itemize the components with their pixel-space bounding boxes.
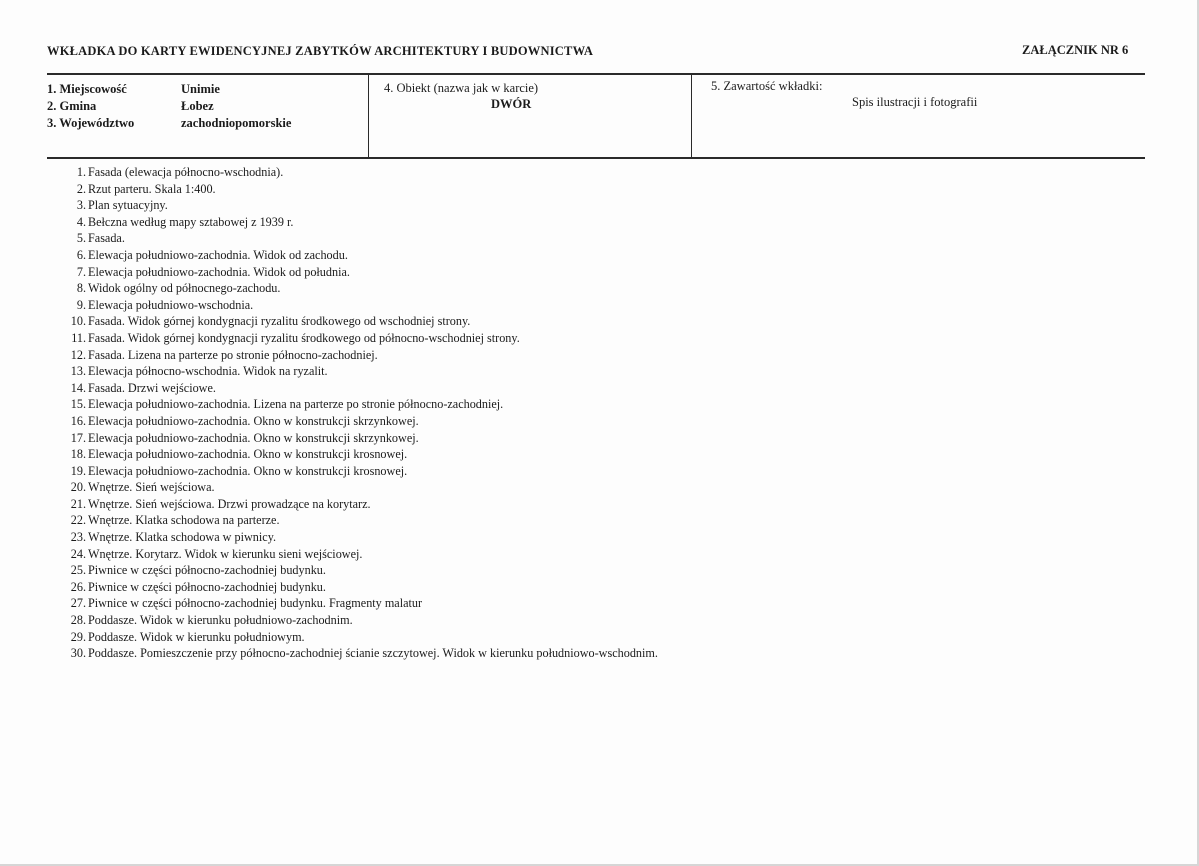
- list-item-text: Elewacja południowo-zachodnia. Okno w konstrukcji skrzynkowej.: [88, 430, 419, 445]
- list-item-number: 19.: [70, 463, 86, 478]
- list-item-number: 30.: [70, 646, 86, 661]
- list-item-number: 4.: [76, 214, 86, 229]
- list-item: [58, 396, 658, 413]
- list-item: [58, 562, 658, 579]
- list-item: [58, 546, 658, 563]
- object-section: [384, 80, 684, 111]
- list-item-number: 27.: [70, 596, 86, 611]
- list-item-number: 21.: [70, 496, 86, 511]
- list-item-number: 5.: [76, 231, 86, 246]
- list-item-number: 3.: [76, 198, 86, 213]
- list-item-number: 7.: [76, 264, 86, 279]
- location-label: 1. Miejscowość: [47, 82, 127, 96]
- table-bottom-rule: [47, 157, 1145, 159]
- table-top-rule: [47, 73, 1145, 75]
- list-item-number: 25.: [70, 563, 86, 578]
- list-item-text: Elewacja południowo-wschodnia.: [88, 297, 254, 312]
- column-divider: [691, 74, 692, 158]
- list-item-number: 29.: [70, 629, 86, 644]
- list-item: [58, 264, 658, 281]
- location-label: 2. Gmina: [47, 99, 97, 113]
- list-item: [58, 645, 658, 662]
- list-item-text: Elewacja południowo-zachodnia. Okno w konstrukcji krosnowej.: [88, 447, 408, 462]
- list-item-text: Elewacja południowo-zachodnia. Okno w konstrukcji krosnowej.: [88, 463, 408, 478]
- list-item-text: Plan sytuacyjny.: [88, 198, 168, 213]
- list-item-number: 6.: [76, 247, 86, 262]
- object-name: DWÓR: [491, 97, 532, 111]
- list-item-text: Fasada.: [88, 231, 125, 246]
- list-item-number: 8.: [76, 281, 86, 296]
- list-item-number: 16.: [70, 413, 86, 428]
- list-item-number: 15.: [70, 397, 86, 412]
- location-row: [47, 81, 291, 98]
- list-item: [58, 430, 658, 447]
- location-row: [47, 98, 291, 115]
- object-label: 4. Obiekt (nazwa jak w karcie): [384, 81, 539, 95]
- annex-number: ZAŁĄCZNIK NR 6: [1022, 43, 1129, 57]
- list-item-number: 2.: [76, 181, 86, 196]
- list-item: [58, 330, 658, 347]
- list-item: [58, 197, 658, 214]
- list-item-text: Fasada. Lizena na parterze po stronie północno-zachodniej.: [88, 347, 378, 362]
- list-item: [58, 579, 658, 596]
- list-item: [58, 529, 658, 546]
- list-item: [58, 363, 658, 380]
- list-item: [58, 164, 658, 181]
- list-item-number: 1.: [76, 165, 86, 179]
- list-item-text: Poddasze. Widok w kierunku południowo-zachodnim.: [88, 613, 353, 628]
- list-item: [58, 313, 658, 330]
- list-item-number: 12.: [70, 347, 86, 362]
- list-item-number: 18.: [70, 447, 86, 462]
- list-item: [58, 247, 658, 264]
- list-item-text: Wnętrze. Sień wejściowa.: [88, 480, 215, 495]
- location-row: [47, 115, 291, 132]
- list-item-text: Piwnice w części północno-zachodniej budynku.: [88, 579, 326, 594]
- list-item: [58, 629, 658, 646]
- list-item: [58, 214, 658, 231]
- list-item: [58, 181, 658, 198]
- list-item: [58, 496, 658, 513]
- list-item-text: Wnętrze. Korytarz. Widok w kierunku sieni wejściowej.: [88, 546, 363, 561]
- location-value: Łobez: [181, 99, 214, 113]
- document-title: WKŁADKA DO KARTY EWIDENCYJNEJ ZABYTKÓW ARCHITEKTURY I BUDOWNICTWA: [47, 44, 594, 58]
- list-item: [58, 347, 658, 364]
- contents-label: 5. Zawartość wkładki:: [711, 79, 823, 93]
- list-item: [58, 446, 658, 463]
- list-item-text: Widok ogólny od północnego-zachodu.: [88, 281, 281, 296]
- list-item: [58, 297, 658, 314]
- list-item: [58, 380, 658, 397]
- list-item-text: Fasada. Drzwi wejściowe.: [88, 380, 216, 395]
- list-item: [58, 595, 658, 612]
- list-item-number: 13.: [70, 364, 86, 379]
- list-item-text: Poddasze. Pomieszczenie przy północno-zachodniej ścianie szczytowej. Widok w kierunku południowo-wschodnim.: [88, 646, 658, 661]
- list-item: [58, 463, 658, 480]
- list-item-text: Wnętrze. Klatka schodowa na parterze.: [88, 513, 280, 528]
- list-item: [58, 612, 658, 629]
- list-item-text: Elewacja południowo-zachodnia. Lizena na parterze po stronie północno-zachodniej.: [88, 397, 504, 412]
- list-item-number: 11.: [71, 330, 86, 345]
- list-item-number: 20.: [70, 480, 86, 495]
- list-item-number: 10.: [70, 314, 86, 329]
- column-divider: [368, 74, 369, 158]
- contents-value: Spis ilustracji i fotografii: [852, 95, 978, 109]
- list-item-text: Elewacja południowo-zachodnia. Widok od zachodu.: [88, 247, 348, 262]
- illustration-list: [58, 164, 658, 662]
- list-item-text: Bełczna według mapy sztabowej z 1939 r.: [88, 214, 294, 229]
- list-item-number: 26.: [70, 579, 86, 594]
- list-item-text: Piwnice w części północno-zachodniej budynku.: [88, 563, 326, 578]
- list-item-number: 9.: [76, 297, 86, 312]
- list-item-number: 24.: [70, 546, 86, 561]
- list-item: [58, 413, 658, 430]
- list-item: [58, 280, 658, 297]
- list-item: [58, 479, 658, 496]
- list-item: [58, 230, 658, 247]
- list-item-text: Elewacja południowo-zachodnia. Widok od południa.: [88, 264, 350, 279]
- list-item-text: Elewacja południowo-zachodnia. Okno w konstrukcji skrzynkowej.: [88, 413, 419, 428]
- list-item-number: 23.: [70, 530, 86, 545]
- list-item-text: Piwnice w części północno-zachodniej budynku. Fragmenty malatur: [88, 596, 423, 611]
- location-value: zachodniopomorskie: [181, 116, 292, 130]
- list-item-text: Fasada (elewacja północno-wschodnia).: [88, 165, 284, 179]
- list-item-text: Wnętrze. Sień wejściowa. Drzwi prowadzące na korytarz.: [88, 496, 371, 511]
- list-item-number: 17.: [70, 430, 86, 445]
- list-item-text: Wnętrze. Klatka schodowa w piwnicy.: [88, 530, 277, 545]
- list-item-text: Poddasze. Widok w kierunku południowym.: [88, 629, 305, 644]
- list-item: [58, 512, 658, 529]
- list-item-text: Fasada. Widok górnej kondygnacji ryzalitu środkowego od północno-wschodniej strony.: [88, 330, 520, 345]
- list-item-number: 28.: [70, 613, 86, 628]
- list-item-text: Elewacja północno-wschodnia. Widok na ryzalit.: [88, 364, 328, 379]
- location-value: Unimie: [181, 82, 220, 96]
- contents-section: [711, 78, 1141, 109]
- list-item-text: Rzut parteru. Skala 1:400.: [88, 181, 216, 196]
- location-label: 3. Województwo: [47, 116, 135, 130]
- list-item-number: 14.: [70, 380, 86, 395]
- list-item-text: Fasada. Widok górnej kondygnacji ryzalitu środkowego od wschodniej strony.: [88, 314, 471, 329]
- list-item-number: 22.: [70, 513, 86, 528]
- location-section: [47, 81, 291, 132]
